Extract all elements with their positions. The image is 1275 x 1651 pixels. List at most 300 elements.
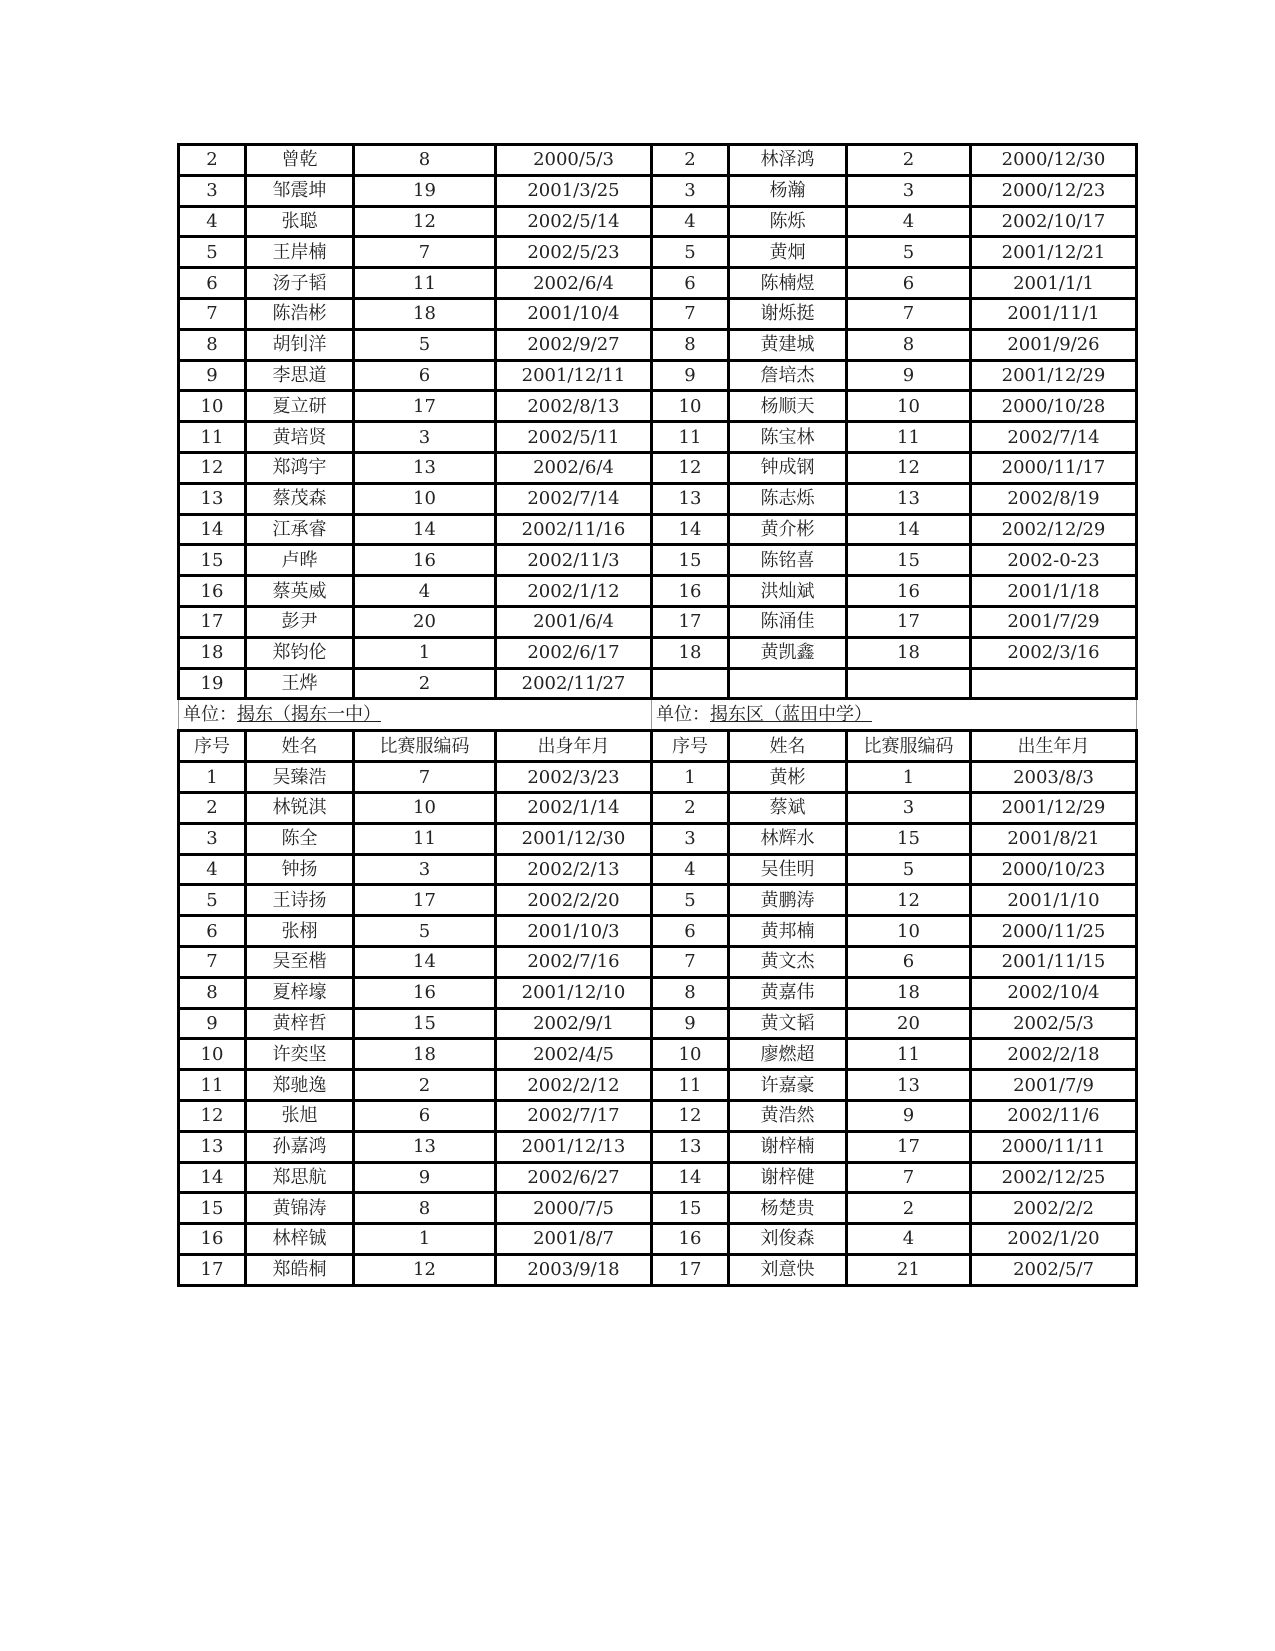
- jersey-number-cell: 19: [354, 175, 496, 206]
- birth-date-cell: 2002/6/4: [496, 268, 652, 299]
- jersey-number-cell: 5: [354, 916, 496, 947]
- birth-date-cell: 2002/3/23: [496, 762, 652, 793]
- birth-date-cell: 2002-0-23: [971, 545, 1137, 576]
- birth-date-cell: 2002/5/3: [971, 1008, 1137, 1039]
- name-cell: [729, 668, 847, 699]
- name-cell: 黄浩然: [729, 1100, 847, 1131]
- table-row: [179, 823, 1137, 854]
- name-cell: 黄建城: [729, 329, 847, 360]
- index-cell: 5: [179, 885, 246, 916]
- roster-table: [177, 143, 1138, 1287]
- birth-date-cell: 2002/5/7: [971, 1254, 1137, 1285]
- index-cell: 7: [652, 946, 729, 977]
- name-cell: 蔡英威: [246, 576, 354, 607]
- jersey-number-cell: 7: [354, 762, 496, 793]
- birth-date-cell: 2002/1/20: [971, 1224, 1137, 1255]
- name-cell: 林泽鸿: [729, 145, 847, 176]
- table-row: [179, 1131, 1137, 1162]
- header-row: [179, 731, 1137, 762]
- table-row: [179, 360, 1137, 391]
- index-cell: [652, 668, 729, 699]
- table-row: [179, 1224, 1137, 1255]
- birth-date-cell: 2001/11/15: [971, 946, 1137, 977]
- birth-date-cell: [971, 668, 1137, 699]
- name-cell: 吴佳明: [729, 854, 847, 885]
- jersey-number-cell: 2: [354, 1070, 496, 1101]
- table-row: [179, 606, 1137, 637]
- table-row: [179, 946, 1137, 977]
- birth-date-cell: 2001/9/26: [971, 329, 1137, 360]
- table-row: [179, 483, 1137, 514]
- name-cell: 王岸楠: [246, 237, 354, 268]
- birth-date-cell: 2001/7/29: [971, 606, 1137, 637]
- index-cell: 6: [179, 916, 246, 947]
- table-row: [179, 668, 1137, 699]
- birth-date-cell: 2001/11/1: [971, 298, 1137, 329]
- jersey-number-cell: 9: [847, 1100, 971, 1131]
- name-cell: 张栩: [246, 916, 354, 947]
- index-cell: 2: [179, 792, 246, 823]
- table-row: [179, 1193, 1137, 1224]
- jersey-number-cell: 12: [354, 1254, 496, 1285]
- unit-name: 揭东（揭东一中）: [237, 704, 381, 726]
- birth-date-cell: 2001/12/30: [496, 823, 652, 854]
- top-section: [179, 145, 1137, 699]
- index-cell: 14: [179, 514, 246, 545]
- name-cell: 郑思航: [246, 1162, 354, 1193]
- right-unit-cell: [652, 699, 1137, 731]
- birth-date-cell: 2002/7/17: [496, 1100, 652, 1131]
- name-cell: 林锐淇: [246, 792, 354, 823]
- birth-date-cell: 2002/7/16: [496, 946, 652, 977]
- index-cell: 7: [179, 946, 246, 977]
- jersey-number-cell: 13: [847, 1070, 971, 1101]
- birth-date-cell: 2002/6/27: [496, 1162, 652, 1193]
- jersey-number-cell: 4: [354, 576, 496, 607]
- index-cell: 13: [179, 483, 246, 514]
- jersey-number-cell: 12: [847, 452, 971, 483]
- index-cell: 3: [652, 175, 729, 206]
- jersey-number-cell: 8: [847, 329, 971, 360]
- table-row: [179, 1162, 1137, 1193]
- table-row: [179, 854, 1137, 885]
- jersey-number-cell: 3: [354, 854, 496, 885]
- birth-date-cell: 2001/6/4: [496, 606, 652, 637]
- index-cell: 16: [652, 576, 729, 607]
- name-cell: 谢梓楠: [729, 1131, 847, 1162]
- jersey-number-cell: 1: [354, 1224, 496, 1255]
- index-cell: 12: [652, 452, 729, 483]
- table-row: [179, 545, 1137, 576]
- index-cell: 15: [179, 545, 246, 576]
- birth-date-cell: 2002/1/12: [496, 576, 652, 607]
- birth-date-cell: 2002/11/3: [496, 545, 652, 576]
- jersey-number-cell: 10: [354, 483, 496, 514]
- index-cell: 11: [179, 1070, 246, 1101]
- index-cell: 12: [179, 1100, 246, 1131]
- birth-date-cell: 2002/2/13: [496, 854, 652, 885]
- name-cell: 黄培贤: [246, 422, 354, 453]
- index-cell: 5: [179, 237, 246, 268]
- name-cell: 吴至楷: [246, 946, 354, 977]
- index-cell: 9: [652, 360, 729, 391]
- name-cell: 刘意快: [729, 1254, 847, 1285]
- birth-date-cell: 2002/6/4: [496, 452, 652, 483]
- index-cell: 6: [179, 268, 246, 299]
- name-cell: 陈楠煜: [729, 268, 847, 299]
- name-cell: 黄彬: [729, 762, 847, 793]
- index-cell: 5: [652, 885, 729, 916]
- index-cell: 15: [179, 1193, 246, 1224]
- unit-name: 揭东区（蓝田中学）: [710, 704, 872, 726]
- table-row: [179, 422, 1137, 453]
- birth-date-cell: 2000/10/28: [971, 391, 1137, 422]
- index-cell: 18: [652, 637, 729, 668]
- birth-date-cell: 2003/8/3: [971, 762, 1137, 793]
- jersey-number-cell: 比赛服编码: [354, 731, 496, 762]
- index-cell: 6: [652, 916, 729, 947]
- birth-date-cell: 2000/12/30: [971, 145, 1137, 176]
- index-cell: 12: [179, 452, 246, 483]
- index-cell: 3: [179, 823, 246, 854]
- name-cell: 钟成钢: [729, 452, 847, 483]
- jersey-number-cell: 10: [354, 792, 496, 823]
- index-cell: 10: [652, 391, 729, 422]
- birth-date-cell: 2000/11/17: [971, 452, 1137, 483]
- name-cell: 黄炯: [729, 237, 847, 268]
- name-cell: 陈涌佳: [729, 606, 847, 637]
- table-row: [179, 1254, 1137, 1285]
- birth-date-cell: 2001/12/29: [971, 792, 1137, 823]
- name-cell: 黄凯鑫: [729, 637, 847, 668]
- index-cell: 13: [179, 1131, 246, 1162]
- birth-date-cell: 2002/7/14: [971, 422, 1137, 453]
- birth-date-cell: 2000/12/23: [971, 175, 1137, 206]
- jersey-number-cell: 2: [847, 1193, 971, 1224]
- jersey-number-cell: 18: [847, 637, 971, 668]
- index-cell: 17: [652, 1254, 729, 1285]
- index-cell: 9: [179, 1008, 246, 1039]
- index-cell: 4: [652, 206, 729, 237]
- jersey-number-cell: 13: [354, 452, 496, 483]
- name-cell: 夏梓壕: [246, 977, 354, 1008]
- name-cell: 陈烁: [729, 206, 847, 237]
- name-cell: 郑鸿宇: [246, 452, 354, 483]
- index-cell: 15: [652, 545, 729, 576]
- birth-date-cell: 2002/11/16: [496, 514, 652, 545]
- name-cell: 邹震坤: [246, 175, 354, 206]
- name-cell: 陈志烁: [729, 483, 847, 514]
- name-cell: 杨瀚: [729, 175, 847, 206]
- index-cell: 8: [652, 977, 729, 1008]
- jersey-number-cell: 18: [847, 977, 971, 1008]
- name-cell: 蔡斌: [729, 792, 847, 823]
- jersey-number-cell: 4: [847, 206, 971, 237]
- jersey-number-cell: 10: [847, 916, 971, 947]
- index-cell: 17: [652, 606, 729, 637]
- jersey-number-cell: 10: [847, 391, 971, 422]
- birth-date-cell: 2002/2/18: [971, 1039, 1137, 1070]
- birth-date-cell: 2002/3/16: [971, 637, 1137, 668]
- birth-date-cell: 2001/3/25: [496, 175, 652, 206]
- index-cell: 3: [179, 175, 246, 206]
- jersey-number-cell: 17: [847, 606, 971, 637]
- birth-date-cell: 2002/10/17: [971, 206, 1137, 237]
- index-cell: 1: [179, 762, 246, 793]
- table-row: [179, 977, 1137, 1008]
- name-cell: 黄梓哲: [246, 1008, 354, 1039]
- table-row: [179, 916, 1137, 947]
- jersey-number-cell: 14: [354, 514, 496, 545]
- birth-date-cell: 出身年月: [496, 731, 652, 762]
- birth-date-cell: 2002/4/5: [496, 1039, 652, 1070]
- jersey-number-cell: 9: [354, 1162, 496, 1193]
- name-cell: 林梓铖: [246, 1224, 354, 1255]
- jersey-number-cell: 5: [847, 237, 971, 268]
- birth-date-cell: 2000/10/23: [971, 854, 1137, 885]
- jersey-number-cell: 6: [847, 946, 971, 977]
- birth-date-cell: 2001/12/29: [971, 360, 1137, 391]
- table-row: [179, 206, 1137, 237]
- birth-date-cell: 2001/10/3: [496, 916, 652, 947]
- name-cell: 胡钊洋: [246, 329, 354, 360]
- name-cell: 蔡茂森: [246, 483, 354, 514]
- birth-date-cell: 2001/12/10: [496, 977, 652, 1008]
- birth-date-cell: 2002/5/11: [496, 422, 652, 453]
- name-cell: 黄文杰: [729, 946, 847, 977]
- jersey-number-cell: 11: [354, 268, 496, 299]
- birth-date-cell: 2002/5/23: [496, 237, 652, 268]
- jersey-number-cell: 20: [847, 1008, 971, 1039]
- birth-date-cell: 2002/11/27: [496, 668, 652, 699]
- name-cell: 林辉水: [729, 823, 847, 854]
- jersey-number-cell: 5: [354, 329, 496, 360]
- name-cell: 黄文韬: [729, 1008, 847, 1039]
- name-cell: 王诗扬: [246, 885, 354, 916]
- birth-date-cell: 2002/8/13: [496, 391, 652, 422]
- table-row: [179, 792, 1137, 823]
- name-cell: 王烨: [246, 668, 354, 699]
- birth-date-cell: 2001/12/13: [496, 1131, 652, 1162]
- jersey-number-cell: 4: [847, 1224, 971, 1255]
- birth-date-cell: 2000/7/5: [496, 1193, 652, 1224]
- table-row: [179, 514, 1137, 545]
- jersey-number-cell: 5: [847, 854, 971, 885]
- table-row: [179, 1039, 1137, 1070]
- index-cell: 11: [179, 422, 246, 453]
- jersey-number-cell: 6: [354, 1100, 496, 1131]
- name-cell: 夏立研: [246, 391, 354, 422]
- table-row: [179, 1100, 1137, 1131]
- name-cell: 杨楚贵: [729, 1193, 847, 1224]
- index-cell: 14: [179, 1162, 246, 1193]
- name-cell: 孙嘉鸿: [246, 1131, 354, 1162]
- birth-date-cell: 2000/11/25: [971, 916, 1137, 947]
- jersey-number-cell: 15: [847, 823, 971, 854]
- jersey-number-cell: 18: [354, 298, 496, 329]
- index-cell: 15: [652, 1193, 729, 1224]
- birth-date-cell: 2001/12/21: [971, 237, 1137, 268]
- name-cell: 江承睿: [246, 514, 354, 545]
- birth-date-cell: 2000/5/3: [496, 145, 652, 176]
- birth-date-cell: 2002/9/27: [496, 329, 652, 360]
- table-row: [179, 1008, 1137, 1039]
- birth-date-cell: 2002/6/17: [496, 637, 652, 668]
- table-row: [179, 576, 1137, 607]
- birth-date-cell: 2001/10/4: [496, 298, 652, 329]
- name-cell: 姓名: [246, 731, 354, 762]
- jersey-number-cell: 6: [354, 360, 496, 391]
- jersey-number-cell: 16: [354, 977, 496, 1008]
- name-cell: 詹培杰: [729, 360, 847, 391]
- jersey-number-cell: 16: [354, 545, 496, 576]
- index-cell: 7: [179, 298, 246, 329]
- table-row: [179, 175, 1137, 206]
- index-cell: 9: [652, 1008, 729, 1039]
- name-cell: 黄锦涛: [246, 1193, 354, 1224]
- unit-label: 单位：: [183, 704, 237, 726]
- index-cell: 8: [652, 329, 729, 360]
- jersey-number-cell: 6: [847, 268, 971, 299]
- table-row: [179, 329, 1137, 360]
- birth-date-cell: 2002/12/29: [971, 514, 1137, 545]
- jersey-number-cell: 12: [354, 206, 496, 237]
- index-cell: 4: [652, 854, 729, 885]
- index-cell: 12: [652, 1100, 729, 1131]
- index-cell: 8: [179, 977, 246, 1008]
- table-row: [179, 452, 1137, 483]
- table-row: [179, 762, 1137, 793]
- birth-date-cell: 2002/8/19: [971, 483, 1137, 514]
- index-cell: 11: [652, 1070, 729, 1101]
- table-row: [179, 637, 1137, 668]
- birth-date-cell: 2002/2/2: [971, 1193, 1137, 1224]
- birth-date-cell: 2001/1/1: [971, 268, 1137, 299]
- jersey-number-cell: 3: [847, 792, 971, 823]
- birth-date-cell: 2001/8/7: [496, 1224, 652, 1255]
- name-cell: 郑驰逸: [246, 1070, 354, 1101]
- name-cell: 张旭: [246, 1100, 354, 1131]
- jersey-number-cell: 9: [847, 360, 971, 391]
- table-row: [179, 298, 1137, 329]
- jersey-number-cell: 15: [354, 1008, 496, 1039]
- index-cell: 4: [179, 854, 246, 885]
- birth-date-cell: 2002/7/14: [496, 483, 652, 514]
- name-cell: 吴臻浩: [246, 762, 354, 793]
- birth-date-cell: 2002/11/6: [971, 1100, 1137, 1131]
- jersey-number-cell: 13: [354, 1131, 496, 1162]
- birth-date-cell: 2003/9/18: [496, 1254, 652, 1285]
- index-cell: 17: [179, 606, 246, 637]
- birth-date-cell: 2002/2/12: [496, 1070, 652, 1101]
- index-cell: 13: [652, 483, 729, 514]
- name-cell: 许嘉豪: [729, 1070, 847, 1101]
- jersey-number-cell: 17: [354, 885, 496, 916]
- birth-date-cell: 2002/9/1: [496, 1008, 652, 1039]
- index-cell: 2: [652, 792, 729, 823]
- name-cell: 黄鹏涛: [729, 885, 847, 916]
- name-cell: 彭尹: [246, 606, 354, 637]
- index-cell: 16: [179, 1224, 246, 1255]
- index-cell: 序号: [652, 731, 729, 762]
- jersey-number-cell: 1: [354, 637, 496, 668]
- table-row: [179, 1070, 1137, 1101]
- birth-date-cell: 2001/12/11: [496, 360, 652, 391]
- index-cell: 9: [179, 360, 246, 391]
- jersey-number-cell: 比赛服编码: [847, 731, 971, 762]
- table-row: [179, 237, 1137, 268]
- jersey-number-cell: 16: [847, 576, 971, 607]
- table-row: [179, 885, 1137, 916]
- index-cell: 16: [652, 1224, 729, 1255]
- index-cell: 14: [652, 1162, 729, 1193]
- name-cell: 刘俊森: [729, 1224, 847, 1255]
- jersey-number-cell: 17: [847, 1131, 971, 1162]
- birth-date-cell: 2001/8/21: [971, 823, 1137, 854]
- jersey-number-cell: [847, 668, 971, 699]
- index-cell: 4: [179, 206, 246, 237]
- birth-date-cell: 2001/1/10: [971, 885, 1137, 916]
- jersey-number-cell: 3: [354, 422, 496, 453]
- index-cell: 14: [652, 514, 729, 545]
- index-cell: 17: [179, 1254, 246, 1285]
- name-cell: 黄邦楠: [729, 916, 847, 947]
- index-cell: 7: [652, 298, 729, 329]
- index-cell: 10: [179, 1039, 246, 1070]
- birth-date-cell: 2002/1/14: [496, 792, 652, 823]
- jersey-number-cell: 12: [847, 885, 971, 916]
- name-cell: 曾乾: [246, 145, 354, 176]
- jersey-number-cell: 21: [847, 1254, 971, 1285]
- name-cell: 钟扬: [246, 854, 354, 885]
- name-cell: 李思道: [246, 360, 354, 391]
- index-cell: 18: [179, 637, 246, 668]
- index-cell: 13: [652, 1131, 729, 1162]
- name-cell: 谢烁挺: [729, 298, 847, 329]
- name-cell: 陈宝林: [729, 422, 847, 453]
- jersey-number-cell: 11: [847, 422, 971, 453]
- index-cell: 2: [652, 145, 729, 176]
- name-cell: 陈全: [246, 823, 354, 854]
- birth-date-cell: 2002/10/4: [971, 977, 1137, 1008]
- unit-row: [179, 699, 1137, 731]
- table-row: [179, 145, 1137, 176]
- jersey-number-cell: 17: [354, 391, 496, 422]
- index-cell: 16: [179, 576, 246, 607]
- jersey-number-cell: 2: [354, 668, 496, 699]
- jersey-number-cell: 18: [354, 1039, 496, 1070]
- jersey-number-cell: 13: [847, 483, 971, 514]
- index-cell: 序号: [179, 731, 246, 762]
- name-cell: 黄嘉伟: [729, 977, 847, 1008]
- name-cell: 陈浩彬: [246, 298, 354, 329]
- index-cell: 6: [652, 268, 729, 299]
- jersey-number-cell: 11: [847, 1039, 971, 1070]
- name-cell: 郑皓桐: [246, 1254, 354, 1285]
- index-cell: 1: [652, 762, 729, 793]
- name-cell: 张聪: [246, 206, 354, 237]
- jersey-number-cell: 7: [847, 298, 971, 329]
- name-cell: 洪灿斌: [729, 576, 847, 607]
- name-cell: 陈铭喜: [729, 545, 847, 576]
- jersey-number-cell: 8: [354, 145, 496, 176]
- birth-date-cell: 2001/1/18: [971, 576, 1137, 607]
- birth-date-cell: 2002/2/20: [496, 885, 652, 916]
- index-cell: 5: [652, 237, 729, 268]
- name-cell: 姓名: [729, 731, 847, 762]
- name-cell: 许奕坚: [246, 1039, 354, 1070]
- table-row: [179, 268, 1137, 299]
